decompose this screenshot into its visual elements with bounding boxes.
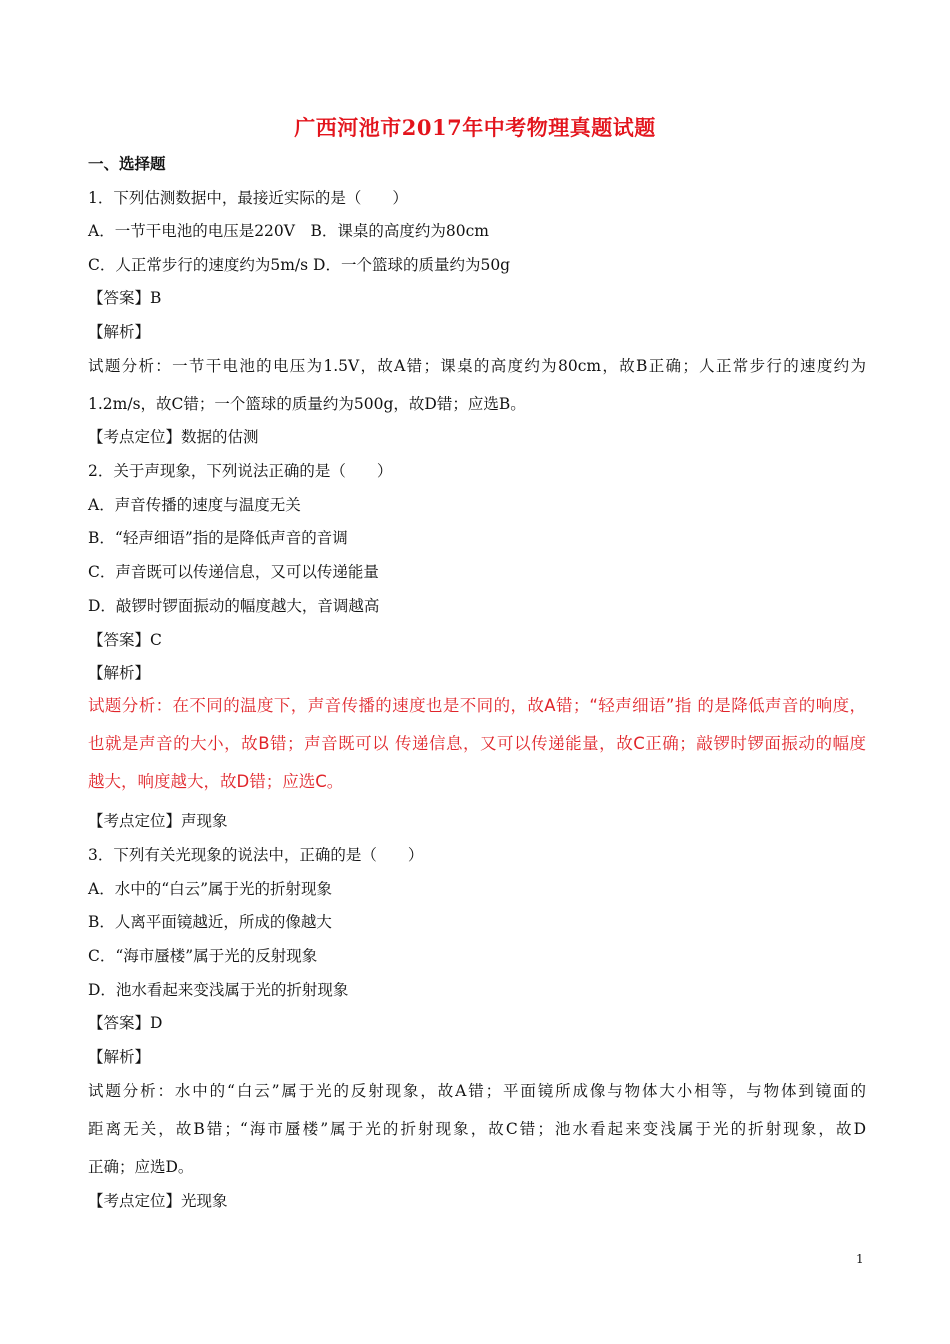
q3-knowledge-point: 【考点定位】光现象	[88, 1192, 228, 1210]
q3-option-b: B．人离平面镜越近，所成的像越大	[88, 913, 332, 931]
q3-analysis-line2: 距离无关，故B错；“海市蜃楼”属于光的折射现象，故C错；池水看起来变浅属于光的折射现象，故D	[88, 1120, 866, 1138]
page-number: 1	[856, 1252, 864, 1266]
q3-option-c: C．“海市蜃楼”属于光的反射现象	[88, 947, 318, 965]
q1-analysis-line1: 试题分析：一节干电池的电压为1.5V，故A错；课桌的高度约为80cm，故B正确；人正常步行的速度约为	[88, 357, 866, 375]
q2-analysis-line3: 越大，响度越大，故D错；应选C。	[88, 772, 344, 791]
q1-knowledge-point: 【考点定位】数据的估测	[88, 428, 259, 446]
q1-analysis-line2: 1.2m/s，故C错；一个篮球的质量约为500g，故D错；应选B。	[88, 395, 526, 413]
q2-option-b: B．“轻声细语”指的是降低声音的音调	[88, 529, 348, 547]
q2-knowledge-point: 【考点定位】声现象	[88, 812, 228, 830]
q2-option-d: D．敲锣时锣面振动的幅度越大，音调越高	[88, 597, 380, 615]
q2-analysis-line1: 试题分析：在不同的温度下，声音传播的速度也是不同的，故A错；“轻声细语”指 的是降低声音的响度，	[88, 696, 866, 715]
q3-analysis-line3: 正确；应选D。	[88, 1158, 194, 1176]
q3-analysis-label: 【解析】	[88, 1048, 151, 1066]
section-heading: 一、选择题	[88, 154, 166, 173]
q2-option-a: A．声音传播的速度与温度无关	[88, 496, 301, 514]
q1-options-ab: A．一节干电池的电压是220V B．课桌的高度约为80cm	[88, 222, 489, 240]
q2-analysis-line2: 也就是声音的大小，故B错；声音既可以 传递信息，又可以传递能量，故C正确；敲锣时锣面振动的幅度	[88, 734, 866, 753]
q2-analysis-label: 【解析】	[88, 664, 151, 682]
page-title: 广西河池市2017年中考物理真题试题	[294, 115, 656, 140]
q2-stem: 2．关于声现象，下列说法正确的是（ ）	[88, 462, 393, 480]
q3-analysis-line1: 试题分析：水中的“白云”属于光的反射现象，故A错；平面镜所成像与物体大小相等，与物体到镜面的	[88, 1082, 866, 1100]
q3-option-d: D．池水看起来变浅属于光的折射现象	[88, 981, 349, 999]
q3-answer: 【答案】D	[88, 1014, 163, 1032]
q1-answer: 【答案】B	[88, 289, 162, 307]
q2-option-c: C．声音既可以传递信息，又可以传递能量	[88, 563, 379, 581]
q1-analysis-label: 【解析】	[88, 323, 151, 341]
q1-options-cd: C．人正常步行的速度约为5m/s D．一个篮球的质量约为50g	[88, 256, 511, 274]
q3-stem: 3．下列有关光现象的说法中，正确的是（ ）	[88, 846, 424, 864]
q2-answer: 【答案】C	[88, 631, 162, 649]
q3-option-a: A．水中的“白云”属于光的折射现象	[88, 880, 333, 898]
q1-stem: 1．下列估测数据中，最接近实际的是（ ）	[88, 189, 408, 207]
